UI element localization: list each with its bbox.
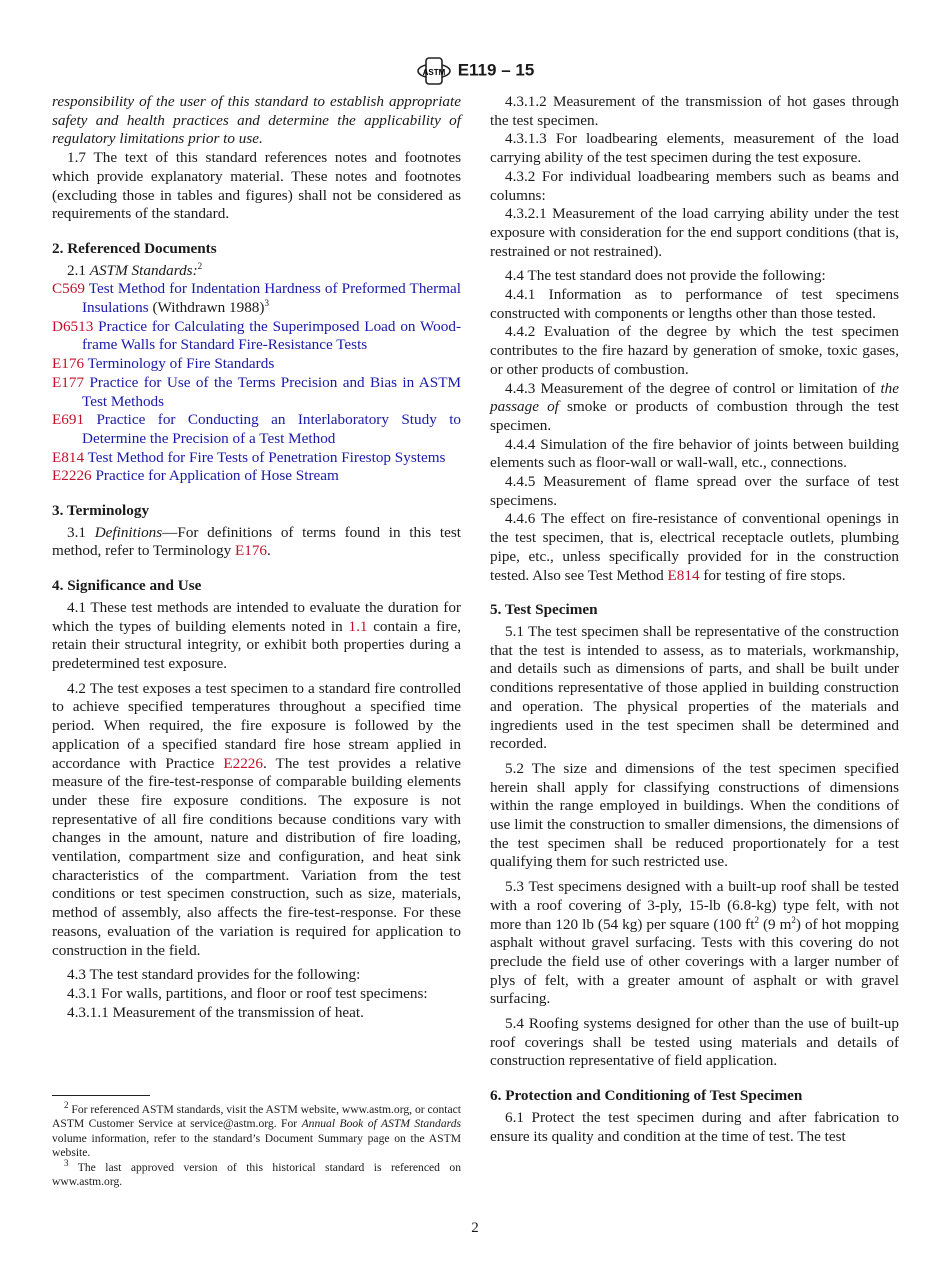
page-number: 2: [471, 1220, 479, 1236]
footnote-marker[interactable]: 2: [754, 914, 759, 925]
paragraph: [52, 262, 461, 281]
text-run: 6.1 Protect the test specimen during and after fabrication to ensure its quality and condition at the time of test. The test: [490, 1108, 899, 1145]
reference-title[interactable]: Practice for Use of the Terms Precision and Bias in ASTM Test Methods: [82, 373, 462, 410]
footnote-divider: [52, 1095, 150, 1096]
footnote-marker[interactable]: 3: [64, 1157, 69, 1168]
reference-title[interactable]: Practice for Conducting an Interlaboratory Study to Determine the Precision of a Test Method: [82, 411, 462, 447]
text-run: ) of hot mopping asphalt without gravel surfacing. Tests with this covering do not preclude the field use of other coverings with a larger number of plys of felt, with a greater amount of asphalt or with gravel surfacing.: [490, 915, 899, 1008]
text-run: contain a fire, retain their structural integrity, or exhibit both properties during a predetermined test exposure.: [52, 617, 461, 672]
text-run: 4.4.1 Information as to performance of test specimens constructed with components or lengths other than those tested.: [490, 286, 899, 322]
paragraph: [490, 205, 899, 261]
paragraph: [490, 510, 899, 585]
text-run: 4.3.1.1 Measurement of the transmission of heat.: [67, 1003, 364, 1021]
standard-designation: E119 – 15: [457, 60, 535, 80]
text-run: 2.1: [67, 261, 90, 279]
text-run: smoke or products of combustion through the test specimen.: [490, 398, 899, 434]
reference-link[interactable]: E2226: [223, 754, 263, 772]
reference-note: (Withdrawn 1988): [148, 299, 265, 317]
text-run: (9 m: [758, 915, 792, 933]
section-heading: 6. Protection and Conditioning of Test Specimen: [490, 1087, 803, 1105]
reference-link[interactable]: E176: [234, 542, 268, 560]
text-run: 4.3 The test standard provides for the following:: [67, 966, 361, 984]
reference-title[interactable]: Practice for Application of Hose Stream: [95, 467, 339, 485]
reference-code[interactable]: E177: [52, 373, 85, 391]
paragraph: [490, 93, 899, 130]
referenced-document[interactable]: [52, 318, 461, 355]
text-run: 5.3 Test specimens designed with a built-up roof shall be tested with a roof covering of 3-ply, 15-lb (6.8-kg) type felt, with not more than 120 lb (54 kg) per square (100 ft: [490, 878, 899, 933]
text-run: 3.1: [67, 523, 95, 541]
footnote-marker[interactable]: 3: [264, 297, 269, 308]
paragraph: [490, 380, 899, 436]
text-run: 5.2 The size and dimensions of the test specimen specified herein shall apply for classifying constructions of dimensions within the range employed in buildings. When the conditions of use limit the construction to smaller dimensions, the dimensions of the test specimen shall be reduced proportionately for a test qualifying them for such restricted use.: [490, 759, 899, 871]
footnote: [52, 1157, 461, 1190]
right-column: [490, 93, 899, 1146]
text-run: .: [267, 542, 271, 560]
italic-text: responsibility of the user of this standard to establish appropriate safety and health practices and determine the applicability of regulatory limitations prior to use.: [52, 93, 461, 148]
italic-text: ASTM Standards:: [89, 261, 198, 279]
text-run: The last approved version of this historical standard is referenced on www.astm.org.: [52, 1160, 461, 1189]
paragraph: [490, 1015, 899, 1071]
paragraph: [490, 473, 899, 510]
paragraph: [490, 130, 899, 167]
text-run: 5.1 The test specimen shall be representative of the construction that the test is intended to assess, as to materials, workmanship, and details such as dimensions of parts, and shall be built under conditions representative of those applied in building construction and operation. The physical properties of the materials and ingredients used in the test specimen shall be determined and recorded.: [490, 622, 899, 753]
paragraph: [52, 524, 461, 561]
footnote: [52, 1100, 462, 1161]
paragraph: [490, 323, 899, 379]
section-heading: 5. Test Specimen: [490, 601, 598, 619]
referenced-document[interactable]: [52, 467, 461, 486]
referenced-document[interactable]: [52, 355, 461, 374]
text-run: 4.4.2 Evaluation of the degree by which the test specimen contributes to the fire hazard by generation of smoke, toxic gases, or other products of combustion.: [490, 323, 899, 378]
reference-title[interactable]: Test Method for Fire Tests of Penetration Firestop Systems: [87, 448, 446, 466]
reference-link[interactable]: E814: [667, 566, 700, 584]
left-column: [52, 93, 461, 1022]
text-run: . The test provides a relative measure of the fire-test-response of comparable building elements under these fire exposure conditions. The exposure is not representative of all fire conditions because conditions vary with changes in the amount, nature and distribution of fire loading, ventilation, compartment size and configuration, and heat sink characteristics of the compartment. Variation from the test conditions or test specimen construction, such as size, materials, method of assembly, also affects the fire-test-response. For these reasons, evaluation of the variation is required for application to construction in the field.: [52, 754, 461, 959]
text-run: —For definitions of terms found in this test method, refer to Terminology: [52, 523, 462, 560]
paragraph: [490, 878, 899, 1009]
text-run: 4.4.3 Measurement of the degree of control or limitation of: [505, 379, 881, 397]
text-run: volume information, refer to the standard’s Document Summary page on the ASTM website.: [52, 1131, 461, 1160]
referenced-document[interactable]: [52, 449, 461, 468]
italic-text: Definitions: [94, 523, 163, 541]
paragraph: [490, 267, 899, 286]
referenced-document[interactable]: [52, 374, 461, 411]
footnote-marker[interactable]: 2: [64, 1100, 69, 1111]
svg-text:ASTM: ASTM: [422, 68, 446, 77]
text-run: 4.4 The test standard does not provide the following:: [505, 267, 826, 285]
text-run: for testing of fire stops.: [699, 566, 846, 584]
paragraph: [52, 599, 461, 674]
text-run: 4.3.2 For individual loadbearing members such as beams and columns:: [490, 167, 899, 204]
paragraph: [490, 168, 899, 205]
section-heading: 2. Referenced Documents: [52, 239, 217, 257]
paragraph: [52, 966, 461, 985]
referenced-document[interactable]: [52, 411, 461, 448]
reference-link[interactable]: 1.1: [348, 617, 368, 635]
paragraph: [52, 149, 461, 224]
italic-text: Annual Book of ASTM Standards: [301, 1117, 462, 1131]
footnotes: [52, 1100, 462, 1189]
text-run: 5.4 Roofing systems designed for other than the use of built-up roof coverings shall be tested using materials and details of construction representative of field application.: [490, 1015, 899, 1070]
text-run: 4.4.6 The effect on fire-resistance of conventional openings in the test specimen, that is, electrical receptacle outlets, plumbing pipe, etc., unless specifically provided for in the construction tested. Also see Test Method: [490, 510, 899, 584]
text-run: 4.1 These test methods are intended to evaluate the duration for which the types of building elements noted in: [52, 598, 461, 635]
text-run: 4.4.5 Measurement of flame spread over the surface of test specimens.: [490, 473, 899, 509]
footnote-marker[interactable]: 2: [197, 260, 203, 271]
paragraph: [52, 985, 461, 1004]
reference-code[interactable]: E691: [52, 411, 85, 429]
text-run: 4.3.1.2 Measurement of the transmission of hot gases through the test specimen.: [490, 93, 899, 129]
reference-code[interactable]: E2226: [52, 467, 92, 485]
paragraph: [490, 623, 899, 754]
section-heading: 4. Significance and Use: [52, 577, 202, 595]
paragraph: [490, 1109, 899, 1146]
reference-title[interactable]: Test Method for Indentation Hardness of Preformed Thermal Insulations: [82, 280, 461, 317]
reference-code[interactable]: E176: [52, 355, 85, 373]
text-run: For referenced ASTM standards, visit the ASTM website, www.astm.org, or contact ASTM Customer Service at service@astm.org. For: [52, 1103, 462, 1131]
page-header: [0, 56, 950, 86]
referenced-document[interactable]: [52, 280, 461, 317]
reference-title[interactable]: Terminology of Fire Standards: [87, 355, 275, 373]
paragraph: [52, 680, 461, 961]
paragraph: [52, 93, 461, 149]
text-run: 4.3.2.1 Measurement of the load carrying ability under the test exposure with consideration for the end support conditions (that is, restrained or not restrained).: [490, 205, 899, 260]
reference-code[interactable]: E814: [52, 448, 85, 466]
text-run: 4.2 The test exposes a test specimen to a standard fire controlled to achieve specified temperatures throughout a specified time period. When required, the fire exposure is followed by the application of a specified standard fire hose stream applied in accordance with Practice: [52, 679, 461, 772]
italic-text: the passage of: [490, 379, 899, 416]
astm-logo-icon: [416, 56, 452, 86]
paragraph: [52, 1004, 461, 1023]
reference-title[interactable]: Practice for Calculating the Superimposed Load on Wood-frame Walls for Standard Fire-Resistance Tests: [82, 317, 461, 354]
paragraph: [490, 286, 899, 323]
text-run: 1.7 The text of this standard references notes and footnotes which provide explanatory material. These notes and footnotes (excluding those in tables and figures) shall not be considered as requirements of the standard.: [52, 149, 461, 223]
footnote-marker[interactable]: 2: [791, 914, 796, 925]
text-run: 4.4.4 Simulation of the fire behavior of joints between building elements such as floor-wall or wall-wall, etc., connections.: [490, 435, 899, 472]
reference-code[interactable]: D6513: [52, 317, 94, 335]
paragraph: [490, 436, 899, 473]
text-run: 4.3.1.3 For loadbearing elements, measurement of the load carrying ability of the test specimen during the test exposure.: [490, 130, 899, 167]
reference-code[interactable]: C569: [52, 280, 85, 298]
text-run: 4.3.1 For walls, partitions, and floor or roof test specimens:: [67, 984, 428, 1002]
section-heading: 3. Terminology: [52, 502, 150, 520]
paragraph: [490, 760, 899, 872]
